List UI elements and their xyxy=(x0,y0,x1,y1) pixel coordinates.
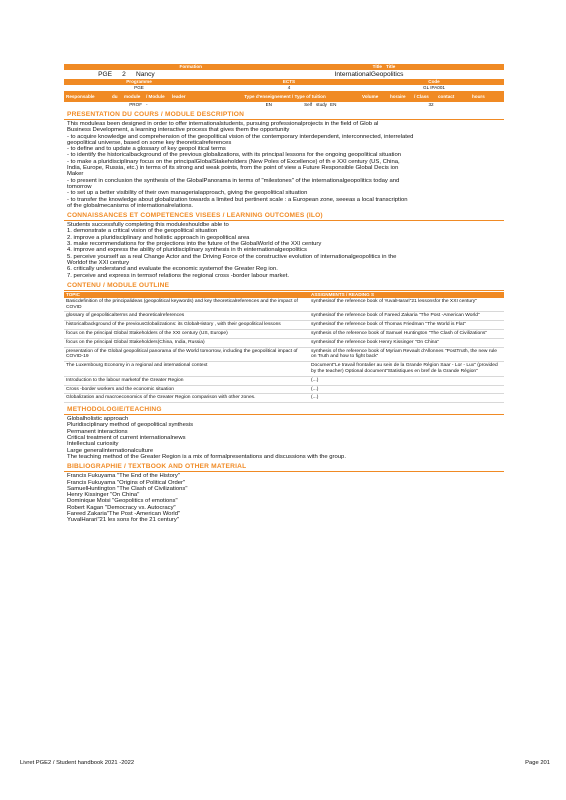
ects-label: ECTS xyxy=(214,79,364,85)
outcome-line: 7. perceive and express in termsof relations the regional cross -border labour market. xyxy=(67,272,289,279)
outline-topic: focus on the principal Global Stakeholders(China, India, Russia) xyxy=(64,338,309,347)
outline-row xyxy=(64,321,504,330)
bibliography-line: Dominique Moisi "Geopolitics of emotions" xyxy=(67,498,178,505)
outline-reading: (...) xyxy=(309,385,504,394)
outline-body xyxy=(64,298,504,403)
assignments-header: ASSIGNMENTS / READING S xyxy=(309,292,504,298)
module-slash-label: / Module xyxy=(144,91,170,102)
bibliography-line: Francis Fukuyama "Origins of Political Order" xyxy=(67,479,186,486)
bibliography-line: Francis Fukuyama "The End of the History" xyxy=(67,473,180,480)
outcome-line: 2. improve a pluridisciplinary and holistic approach in geopolitical area xyxy=(67,234,250,241)
presentation-line: - to transfer the knowledge about globalization towards a limited but pertinent scale : a European zone, seeeas a local transcription xyxy=(67,196,408,203)
volume-label: Volume xyxy=(360,91,388,102)
outcome-line: 6. critically understand and evaluate the economic systemof the Greater Reg ion. xyxy=(67,266,278,273)
du-label: du xyxy=(110,91,122,102)
bibliography-line: Henry Kissinger "On China" xyxy=(67,492,140,499)
code-value: GL IPA001 xyxy=(364,85,504,91)
outline-row xyxy=(64,347,504,362)
outcomes-text xyxy=(64,222,504,279)
class-label: / Class xyxy=(412,91,436,102)
leader-dash: - xyxy=(144,102,164,108)
outline-reading: synthesisof the reference book of Fareed Zakaria "The Post -American World" xyxy=(309,312,504,321)
ects-value: 4 xyxy=(214,85,364,91)
presentation-line: - to set up a better visibility of their own managerialapproach, giving the geopolitical situation xyxy=(67,190,308,197)
outline-reading: synthesisof the reference book of Thomas Friedman "The World is Flat" xyxy=(309,321,504,330)
responsable-label: Responsable xyxy=(64,91,110,102)
bibliography-line: Fareed Zakaria"The Post -American World" xyxy=(67,511,181,518)
bibliography-line: SamuelHuntington "The Clash of Civilizations" xyxy=(67,485,188,492)
outline-reading: Document"Le travail frontalier au sein de la Grande Région Saar - Lor - Lux" (provided by the teacher) Optional document"Statistiques en bref de la Grande Région" xyxy=(309,362,504,377)
course-title-table xyxy=(64,70,504,79)
outline-divider xyxy=(64,290,504,291)
presentation-line: India, Europe, Russia, etc.) in terms of its strong and weak points, from the point of view a Future Responsible Global Decis ion xyxy=(67,165,399,172)
outline-reading: synthesisof the reference book of YuvalHarari"21 lessonsfor the XXI century" xyxy=(309,298,504,312)
module-label: module xyxy=(122,91,144,102)
outline-row xyxy=(64,376,504,385)
footer-page-number: Page 201 xyxy=(525,760,550,766)
presentation-line: - to acquire knowledge and comprehension of the geopolitical vision of the contemporary interdependent, interconnected, interrelated xyxy=(67,133,414,140)
methodology-title: METHODOLOGIE/TEACHING xyxy=(67,406,162,414)
methodology-line: Globalholistic approach xyxy=(67,416,129,423)
outline-topic: glossary of geopoliticalterms and theoreticalreferences xyxy=(64,312,309,321)
outline-reading: synthesisof the reference book Henry Kissinger "On China" xyxy=(309,338,504,347)
presentation-divider xyxy=(64,119,504,120)
outcome-line: Students successfully completing this moduleshouldbe able to xyxy=(67,222,229,229)
study-value: study xyxy=(316,102,327,107)
contact-hours-value: 32 xyxy=(358,102,504,108)
outline-topic: presentation of the Global geopolitical panorama of the World tomorrow, including the geopolitical impact of COVID-19 xyxy=(64,347,309,362)
methodology-line: Critical treatment of current internationalnews xyxy=(67,435,186,442)
language-value: EN xyxy=(164,102,274,108)
bibliography-line: YuvalHarari"21 les sons for the 21 century" xyxy=(67,517,179,524)
leader-header-row xyxy=(64,91,504,102)
outline-row xyxy=(64,385,504,394)
school-value: PGE xyxy=(64,70,114,79)
self-value: Self xyxy=(274,102,314,108)
outcomes-title: CONNAISSANCES ET COMPETENCES VISEES / LEARNING OUTCOMES (ILO) xyxy=(67,212,323,220)
outcome-line: 1. demonstrate a critical vision of the geopolitical situation xyxy=(67,228,218,235)
outline-topic: Basicdefinition of the principalideas (geopolitical keywords) and key theoreticalreferences and the impact of COVID xyxy=(64,298,309,312)
presentation-title: PRESENTATION DU COURS / MODULE DESCRIPTION xyxy=(67,111,245,118)
course-sheet xyxy=(64,64,504,524)
course-title-row xyxy=(64,70,504,79)
formation-label: Formation xyxy=(64,64,204,70)
bibliography-line: Robert Kagan "Democracy vs. Autocracy" xyxy=(67,504,176,511)
leader-table xyxy=(64,91,504,102)
language-value-2: EN xyxy=(328,102,358,108)
bibliography-title: BIBLIOGRAPHIE / TEXTBOOK AND OTHER MATERIAL xyxy=(67,463,247,471)
methodology-line: Pluridisciplinary method of geopolitical synthesis xyxy=(67,422,194,429)
outline-topic: Introduction to the labour marketof the Greater Region xyxy=(64,376,309,385)
presentation-line: This moduleas been designed in order to offer internationalstudents, pursuing professionalprojects in the field of Glob al xyxy=(67,121,379,127)
presentation-line: Business Development, a learning interactive process that gives them the opportunity xyxy=(67,127,290,134)
outline-topic: The Luxembourg Economy in a regional and international context xyxy=(64,362,309,377)
presentation-line: - to present in conclusion the synthesis of the GlobalPanorama in terms of "milestones" of the internationalgeopolitics today and xyxy=(67,177,400,184)
presentation-line: of the globalmecanisms of internationalrelations. xyxy=(67,202,194,209)
title-label-2: Title xyxy=(384,64,504,70)
outline-row xyxy=(64,312,504,321)
outcomes-divider xyxy=(64,220,504,221)
hours-label: hours xyxy=(470,91,504,102)
outline-topic: focus on the principal Global Stakeholders of the XXI century (US, Europe) xyxy=(64,330,309,339)
presentation-line: tomorrow xyxy=(67,183,92,190)
presentation-line: - to make a pluridisciplinary focus on the principalGlobalStakeholders (New Poles of Excellence) of th e XXI century (US, China, xyxy=(67,158,400,165)
presentation-line: - to identify the historicalbackground of the previous globalizations, with its principal lessons for the ongoing geopolitical situation xyxy=(67,152,401,159)
code-label: Code xyxy=(364,79,504,85)
methodology-line: Intellectual curiosity xyxy=(67,441,119,448)
outcome-line: 4. improve and express the ability of pluridisciplinary synthesis in th einternationalgeopolitics xyxy=(67,247,308,254)
outline-row xyxy=(64,394,504,403)
methodology-line: Permanent interactions xyxy=(67,428,128,435)
outline-title: CONTENU / MODULE OUTLINE xyxy=(67,281,170,289)
methodology-line: The teaching method of the Greater Region is a mix of formalpresentations and discussions with the group. xyxy=(67,453,346,460)
footer-handbook-label: Livret PGE2 / Student handbook 2021 -2022 xyxy=(20,760,135,766)
outline-topic: historicalbackground of the previousGlobalizations: its GlobalHistory , with their geopolitical lessons xyxy=(64,321,309,330)
methodology-text xyxy=(64,416,504,460)
outline-row xyxy=(64,338,504,347)
outcome-line: 3. make recommendations for the projections into the future of the GlobalWorld of the XXI century xyxy=(67,241,322,248)
leader-values-table xyxy=(64,102,504,108)
outcome-line: Worldof the XXI century xyxy=(67,259,130,266)
outline-row xyxy=(64,362,504,377)
outline-reading: synthesis of the reference book of Myriam Revault d'Allonnes "PostTruth, the new rule on Truth and how to fight back" xyxy=(309,347,504,362)
outline-reading: synthesis of the reference book of Samuel Huntington "The Clash of Civilizations" xyxy=(309,330,504,339)
leader-value: PROF xyxy=(64,102,144,108)
presentation-line: - to define and to update a glossary of key geopol itical terms xyxy=(67,146,226,153)
bibliography-text xyxy=(64,473,504,523)
topic-header: TOPIC xyxy=(64,292,309,298)
course-title: InternationalGeopolitics xyxy=(234,70,504,79)
tuition-type-label: Type d'enseignement / Type of tuition xyxy=(210,91,360,102)
outline-table xyxy=(64,292,504,403)
outline-reading: (...) xyxy=(309,376,504,385)
outline-row xyxy=(64,298,504,312)
programme-table xyxy=(64,79,504,91)
horaire-label: horaire xyxy=(388,91,412,102)
title-label: Title xyxy=(204,64,384,70)
contact-label: contact xyxy=(436,91,470,102)
methodology-line: Large generalinternationalculture xyxy=(67,447,154,454)
leader-label: leader xyxy=(170,91,210,102)
bibliography-divider xyxy=(64,471,504,472)
programme-label: Programme xyxy=(64,79,214,85)
outline-topic: Cross -border workers and the economic situation xyxy=(64,385,309,394)
city-value: Nancy xyxy=(134,70,234,79)
programme-value: PGE xyxy=(64,85,214,91)
methodology-divider xyxy=(64,414,504,415)
presentation-line: geopolitical universe, based on some key theoreticalreferences xyxy=(67,139,232,146)
outline-topic: Globalization and macroeconomics of the Greater Region comparison with other zones. xyxy=(64,394,309,403)
leader-value-row xyxy=(64,102,504,108)
presentation-line: Maker xyxy=(67,171,84,178)
year-value: 2 xyxy=(114,70,134,79)
presentation-text xyxy=(64,121,504,209)
outline-reading: (...) xyxy=(309,394,504,403)
outcome-line: 5. perceive yourself as a real Change Actor and the Driving Force of the constructive evolution of internationalgeopolitics in the xyxy=(67,253,397,260)
outline-row xyxy=(64,330,504,339)
